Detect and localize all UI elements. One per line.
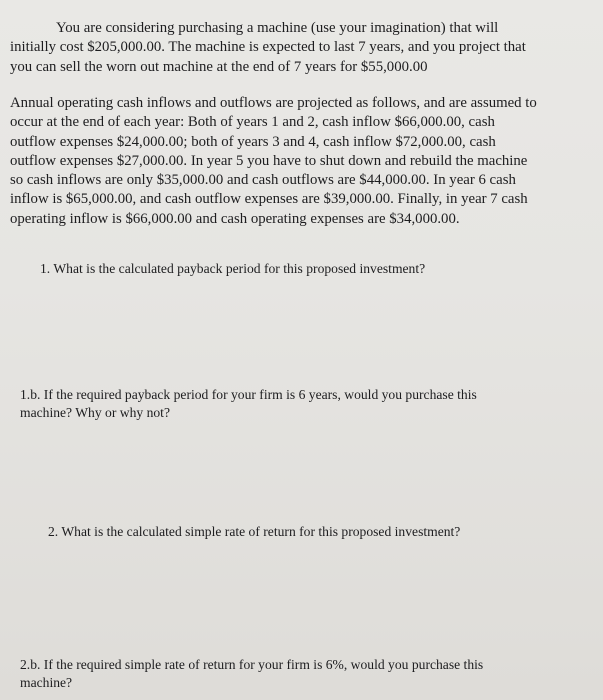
cashflow-line: inflow is $65,000.00, and cash outflow expenses are $39,000.00. Finally, in year 7 cash [10, 191, 528, 208]
intro-line: initially cost $205,000.00. The machine is expected to last 7 years, and you project that [10, 39, 526, 56]
question-line: machine? [20, 674, 73, 690]
cashflow-line: operating inflow is $66,000.00 and cash operating expenses are $34,000.00. [10, 210, 460, 227]
cashflow-line: Annual operating cash inflows and outflows are projected as follows, and are assumed to [10, 95, 537, 111]
intro-line: you can sell the worn out machine at the end of 7 years for $55,000.00 [10, 58, 428, 75]
cashflow-paragraph [10, 94, 582, 229]
question-line: 2. What is the calculated simple rate of return for this proposed investment? [48, 524, 461, 539]
question-1-payback-period [40, 260, 425, 278]
question-2b-rate-decision [20, 656, 483, 691]
question-line: 1.b. If the required payback period for your firm is 6 years, would you purchase this [20, 387, 477, 402]
cashflow-line: occur at the end of each year: Both of years 1 and 2, cash inflow $66,000.00, cash [10, 114, 495, 131]
question-1b-payback-decision [20, 386, 477, 421]
question-line: 2.b. If the required simple rate of return for your firm is 6%, would you purchase this [20, 657, 484, 672]
cashflow-line: so cash inflows are only $35,000.00 and cash outflows are $44,000.00. In year 6 cash [10, 172, 516, 189]
question-line: machine? Why or why not? [20, 404, 170, 420]
question-2-simple-rate-of-return [48, 523, 460, 541]
cashflow-line: outflow expenses $27,000.00. In year 5 you have to shut down and rebuild the machine [10, 152, 528, 169]
intro-paragraph [10, 19, 582, 77]
intro-line: You are considering purchasing a machine (use your imagination) that will [56, 20, 499, 36]
question-line: 1. What is the calculated payback period for this proposed investment? [40, 261, 426, 276]
cashflow-line: outflow expenses $24,000.00; both of years 3 and 4, cash inflow $72,000.00, cash [10, 133, 496, 150]
